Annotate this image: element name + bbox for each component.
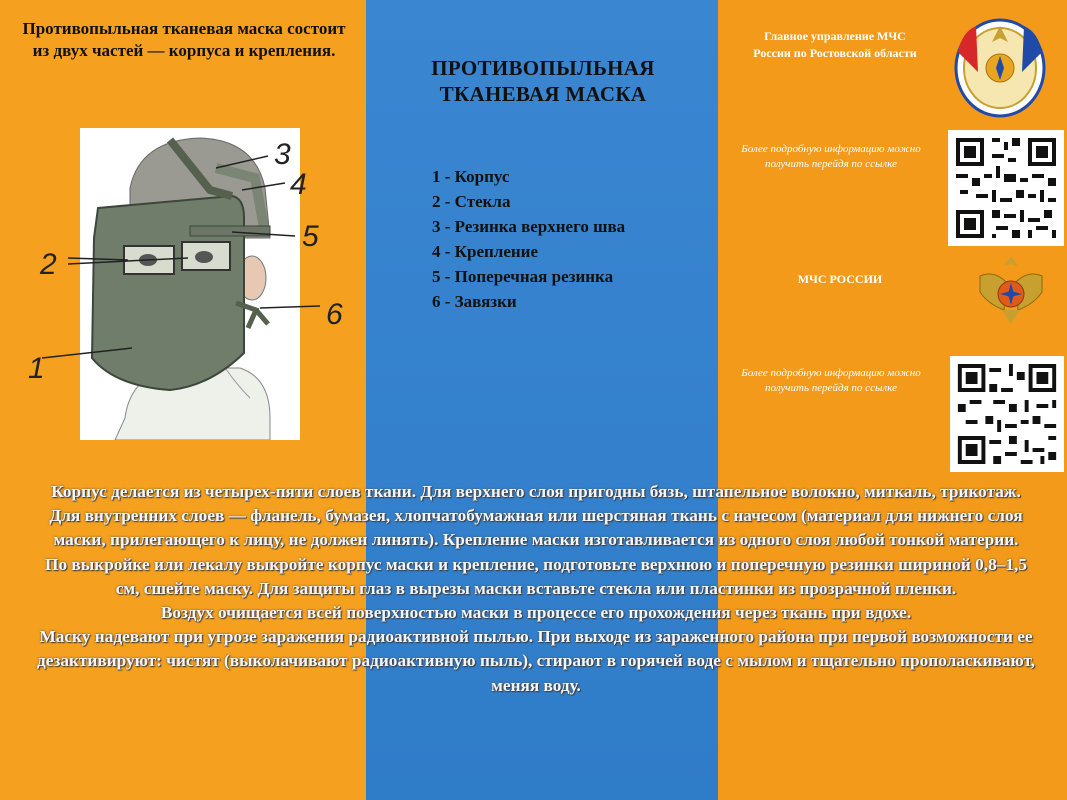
page-title bbox=[380, 55, 706, 107]
parts-legend bbox=[432, 164, 712, 314]
description-paragraph: Воздух очищается всей поверхностью маски в процессе его прохождения через ткань при вдохе. bbox=[160, 603, 912, 623]
legend-item: 2 - Стекла bbox=[432, 192, 511, 211]
callout-4: 4 bbox=[290, 168, 307, 201]
qr-code-1[interactable] bbox=[948, 130, 1064, 246]
legend-item: 3 - Резинка верхнего шва bbox=[432, 217, 626, 236]
callout-5: 5 bbox=[302, 220, 319, 253]
org-line-2: России по Ростовской области bbox=[753, 46, 917, 60]
mchs-label: МЧС РОССИИ bbox=[797, 272, 883, 286]
callout-3: 3 bbox=[274, 138, 291, 171]
title-line-2: ТКАНЕВАЯ МАСКА bbox=[439, 82, 647, 106]
cross-elastic bbox=[190, 226, 270, 236]
description-paragraph: Корпус делается из четырех-пяти слоев ткани. Для верхнего слоя пригодны бязь, штапельное волокно, миткаль, трикотаж. Для внутренних слоев — фланель, бумазея, хлопчатобумажная или шерстяная ткань с начесом (материал для нижнего слоя маски, прилегающего к лицу, не должен линять). Крепление маски изготавливается из одного слоя любой тонкой материи. bbox=[49, 482, 1023, 550]
legend-item: 6 - Завязки bbox=[432, 292, 517, 311]
callout-2: 2 bbox=[40, 248, 57, 281]
mchs-emblem-icon bbox=[952, 12, 1048, 120]
legend-item: 5 - Поперечная резинка bbox=[432, 267, 614, 286]
callout-1: 1 bbox=[28, 352, 45, 385]
org-line-1: Главное управление МЧС bbox=[764, 29, 906, 43]
legend-item: 1 - Корпус bbox=[432, 167, 510, 186]
qr-code-icon bbox=[950, 356, 1064, 472]
description-text bbox=[34, 480, 1038, 698]
description-paragraph: По выкройке или лекалу выкройте корпус маски и крепление, подготовьте верхнюю и поперечную резинки шириной 0,8–1,5 см, сшейте маску. Для защиты глаз в вырезы маски вставьте стекла или пластинки из прозрачной пленки. bbox=[45, 554, 1027, 598]
callout-6: 6 bbox=[326, 298, 343, 331]
legend-item: 4 - Крепление bbox=[432, 242, 539, 261]
intro-text: Противопыльная тканевая маска состоит из двух частей — корпуса и крепления. bbox=[22, 19, 346, 60]
organization-name bbox=[728, 28, 942, 62]
qr-code-icon bbox=[948, 130, 1064, 246]
eye-right bbox=[195, 251, 213, 263]
title-line-1: ПРОТИВОПЫЛЬНАЯ bbox=[431, 56, 655, 80]
qr-code-2[interactable] bbox=[950, 356, 1064, 472]
description-paragraph: Маску надевают при угрозе заражения радиоактивной пылью. При выходе из зараженного района при первой возможности ее дезактивируют: чистят (выколачивают радиоактивную пыль), стирают в горячей воде с мылом и тщательно прополаскивают, меняя воду. bbox=[36, 627, 1036, 695]
mask-illustration bbox=[20, 128, 360, 440]
more-info-text-1: Более подробную информацию можно получить перейдя по ссылке bbox=[741, 143, 921, 170]
mchs-eagle-icon bbox=[976, 252, 1046, 328]
more-info-text-2: Более подробную информацию можно получить перейдя по ссылке bbox=[741, 367, 921, 394]
mask-body bbox=[92, 196, 244, 390]
